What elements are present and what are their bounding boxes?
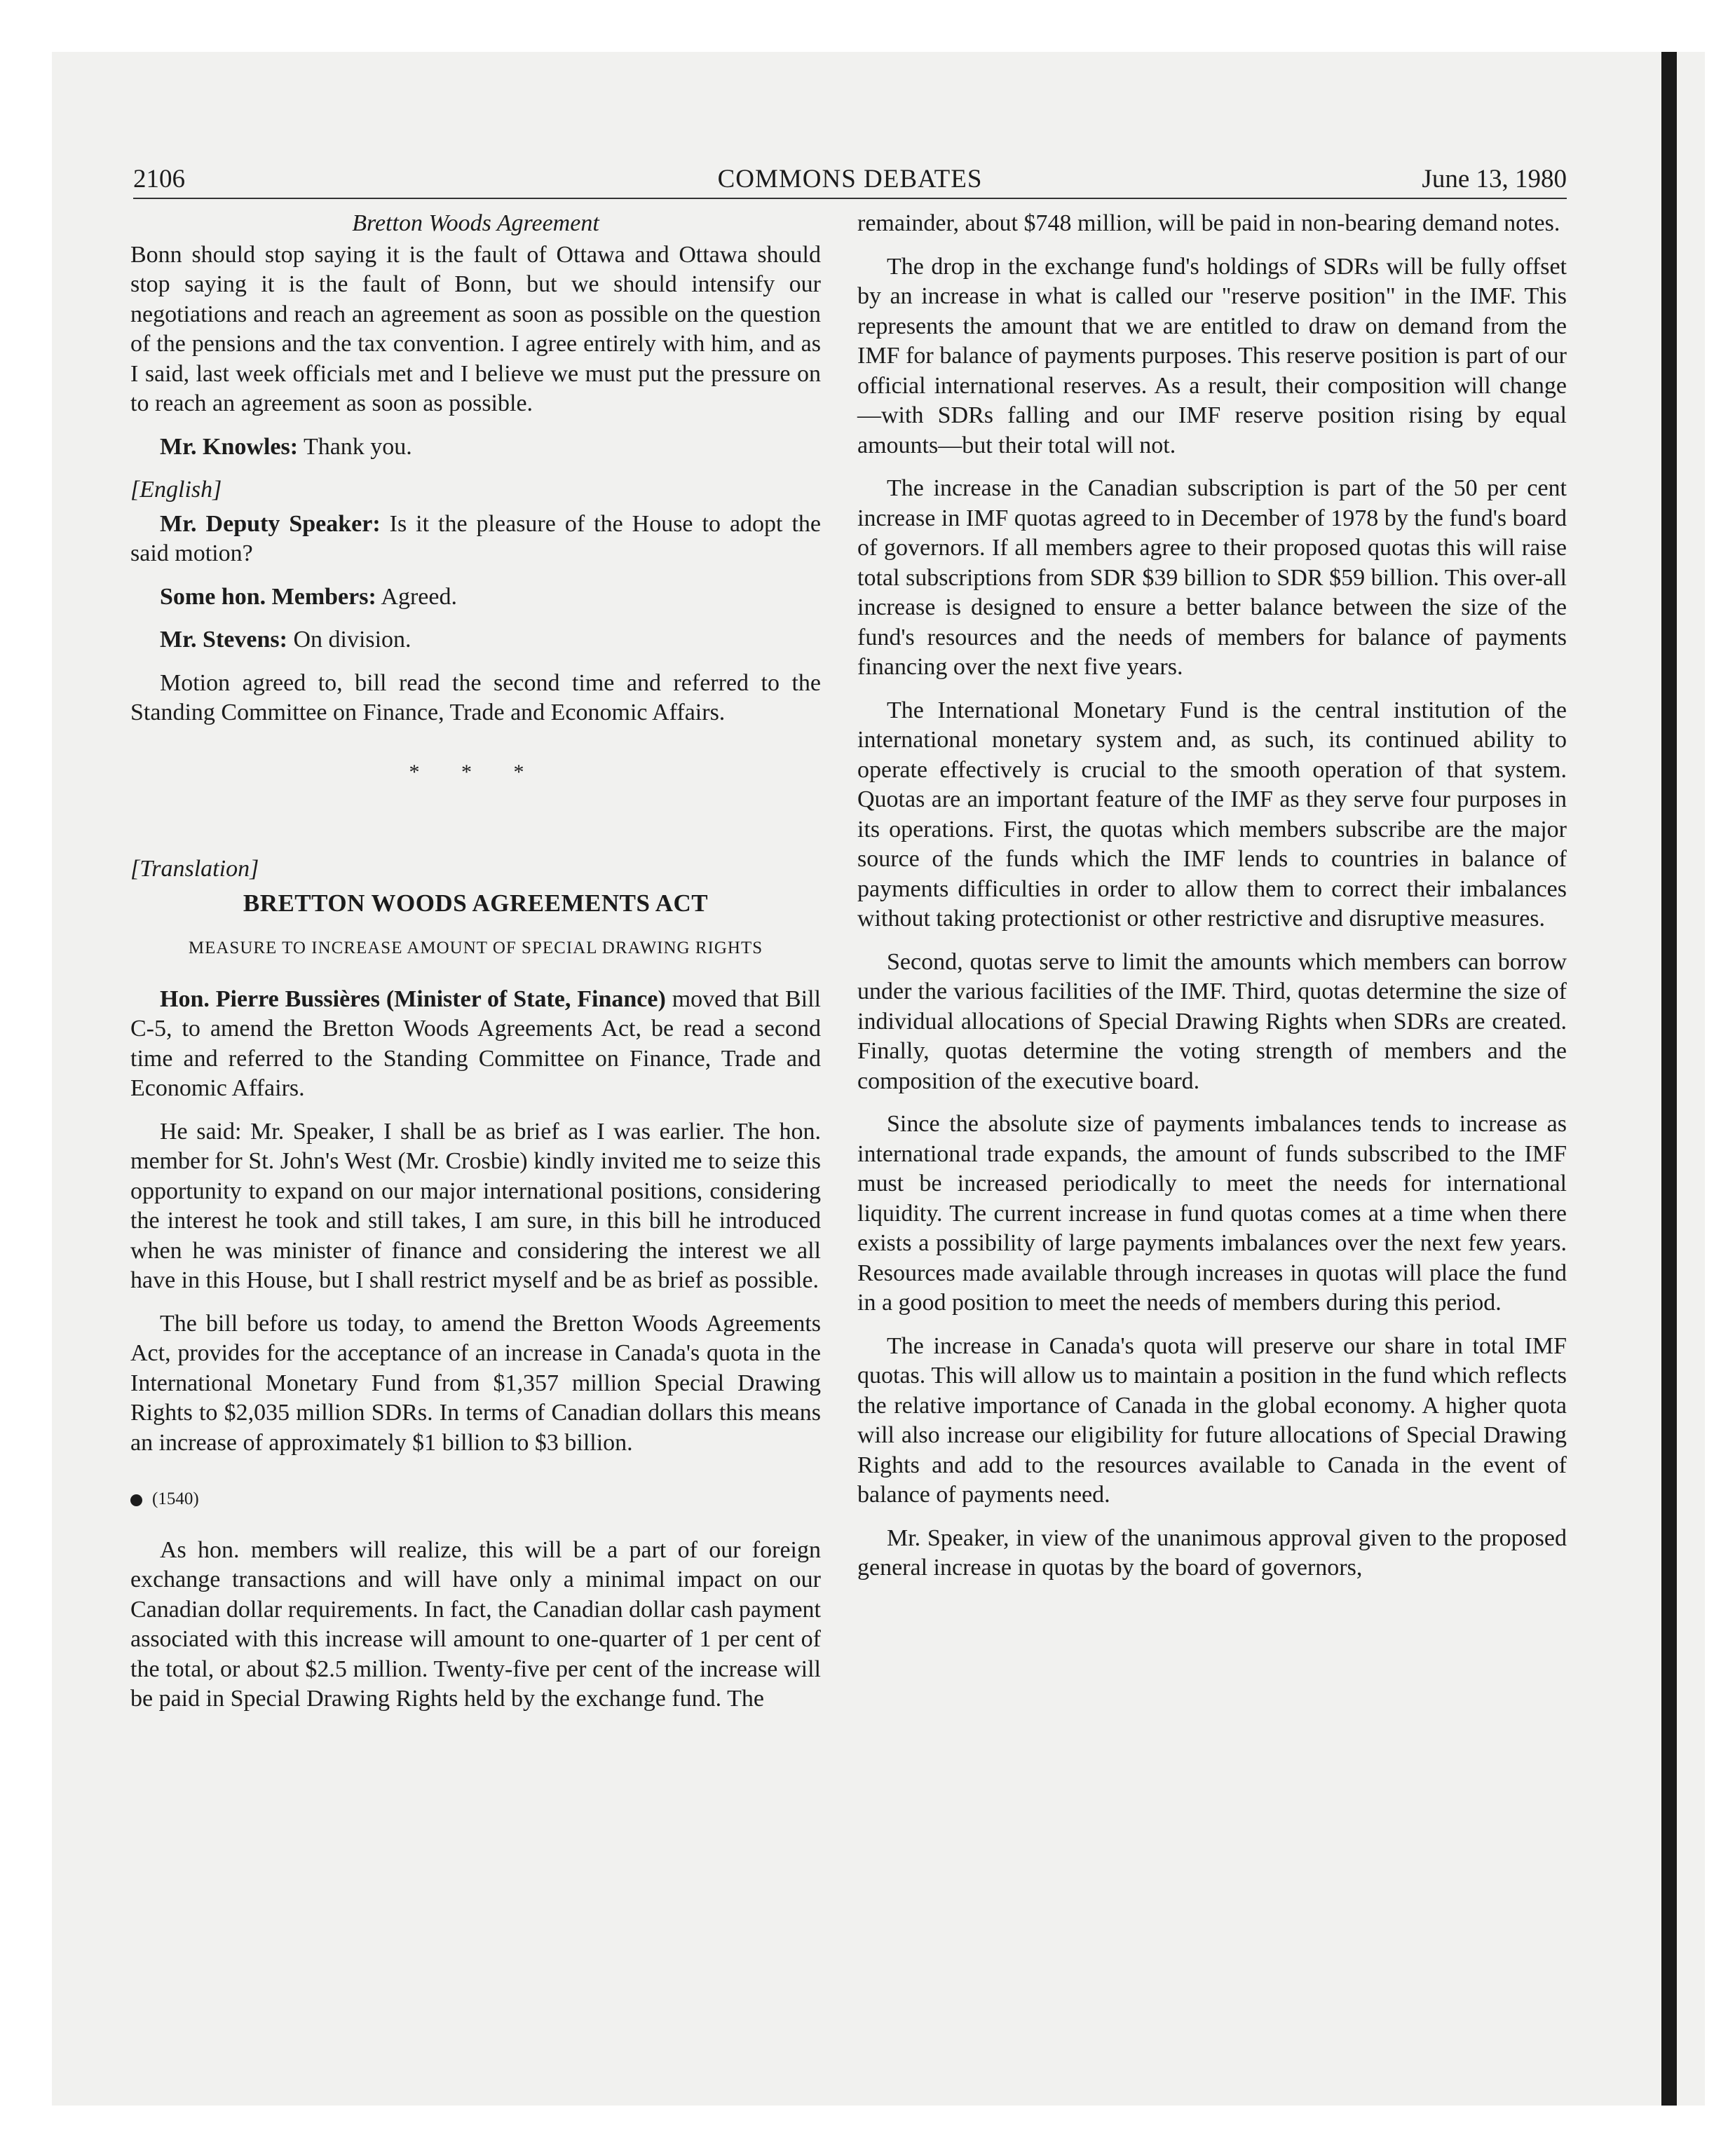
bullet-icon — [130, 1494, 142, 1506]
paragraph: Bonn should stop saying it is the fault of Ottawa and Ottawa should stop saying it is the fault of Bonn, but we should intensify our negotiations and reach an agreement as soon as possible on the question of the pensions and the tax convention. I agree entirely with him, and as I said, last week officials met and I believe we must put the pressure on to reach an agreement as soon as possible. — [130, 241, 821, 416]
speaker-name: Some hon. Members: — [160, 583, 376, 610]
paragraph: The increase in Canada's quota will preserve our share in total IMF quotas. This will allow us to maintain a position in the fund which reflects the relative importance of Canada in the global economy. A higher quota will also increase our eligibility for future allocations of Special Drawing Rights and add to the resources available to Canada in the event of balance of payments need. — [857, 1332, 1567, 1508]
page-header — [133, 161, 1567, 199]
timestamp-text: (1540) — [152, 1489, 199, 1508]
paragraph: As hon. members will realize, this will be a part of our foreign exchange transactions and will have only a minimal impact on our Canadian dollar requirements. In fact, the Canadian dollar cash payment associated with this increase will amount to one-quarter of 1 per cent of the total, or about $2.5 million. Twenty-five per cent of the increase will be paid in Special Drawing Rights held by the exchange fund. The — [130, 1536, 821, 1712]
section-subtitle: MEASURE TO INCREASE AMOUNT OF SPECIAL DRAWING RIGHTS — [188, 939, 763, 957]
paragraph: Second, quotas serve to limit the amounts which members can borrow under the various facilities of the IMF. Third, quotas determine the size of individual allocations of Special Drawing Rights when SDRs are created. Finally, quotas determine the voting strength of members and the composition of the executive board. — [857, 948, 1567, 1094]
speech-members — [130, 582, 821, 613]
speech-text: Thank you. — [298, 433, 412, 460]
speech-stevens — [130, 625, 821, 655]
language-tag: [English] — [130, 477, 222, 503]
timestamp — [130, 1485, 821, 1515]
scan-edge-bar — [1661, 52, 1677, 2106]
speech-bussieres — [130, 985, 821, 1104]
left-column — [130, 209, 821, 1728]
speaker-name: Hon. Pierre Bussières (Minister of State, Finance) — [160, 985, 666, 1012]
page-number: 2106 — [133, 165, 185, 193]
language-tag: [Translation] — [130, 856, 259, 882]
speech-knowles — [130, 432, 821, 463]
speaker-name: Mr. Deputy Speaker: — [160, 510, 381, 537]
paragraph: The International Monetary Fund is the central institution of the international monetary system and, as such, its continued ability to operate effectively is crucial to the smooth operation of that system. Quotas are an important feature of the IMF as they serve four purposes in its operations. First, the quotas which members subscribe are the major source of the funds which the IMF lends to countries in balance of payments difficulties in order to allow them to correct their imbalances without taking protectionist or other restrictive and disruptive measures. — [857, 697, 1567, 932]
paragraph: Motion agreed to, bill read the second time and referred to the Standing Committee on Finance, Trade and Economic Affairs. — [130, 669, 821, 725]
paragraph: remainder, about $748 million, will be paid in non-bearing demand notes. — [857, 210, 1560, 236]
section-separator: * * * — [409, 760, 543, 784]
speech-text: moved that Bill C-5, to amend the Bretton Woods Agreements Act, be read a second time and referred to the Standing Committee on Finance, Trade and Economic Affairs. — [130, 985, 822, 1101]
publication-date: June 13, 1980 — [1422, 165, 1567, 193]
speech-deputy-speaker — [130, 510, 821, 569]
speaker-name: Mr. Knowles: — [160, 433, 299, 460]
speech-text: On division. — [287, 627, 411, 653]
publication-title: COMMONS DEBATES — [717, 165, 983, 193]
speech-text: Is it the pleasure of the House to adopt the said motion? — [130, 510, 821, 566]
section-title: BRETTON WOODS AGREEMENTS ACT — [243, 889, 709, 917]
paragraph: The drop in the exchange fund's holdings of SDRs will be fully offset by an increase in what is called our "reserve position" in the IMF. This represents the amount that we are entitled to draw on demand from the IMF for balance of payments purposes. This reserve position is part of our official international reserves. As a result, their composition will change—with SDRs falling and our IMF reserve position rising by equal amounts—but their total will not. — [857, 253, 1567, 458]
running-head: Bretton Woods Agreement — [352, 210, 599, 236]
paragraph: Since the absolute size of payments imbalances tends to increase as international trade expands, the amount of funds subscribed to the IMF must be increased periodically to meet the needs for international liquidity. The current increase in fund quotas comes at a time when there exists a possibility of large payments imbalances over the next few years. Resources made available through increases in quotas will place the fund in a good position to meet the needs of members during this period. — [857, 1111, 1567, 1316]
speaker-name: Mr. Stevens: — [160, 627, 287, 653]
paragraph: He said: Mr. Speaker, I shall be as brief as I was earlier. The hon. member for St. John's West (Mr. Crosbie) kindly invited me to seize this opportunity to expand on our major international positions, considering the interest he took and still takes, I am sure, in this bill he introduced when he was minister of finance and considering the interest we all have in this House, but I shall restrict myself and be as brief as possible. — [130, 1118, 821, 1293]
paragraph: The increase in the Canadian subscription is part of the 50 per cent increase in IMF quotas agreed to in December of 1978 by the fund's board of governors. If all members agree to their proposed quotas this will raise total subscriptions from SDR $39 billion to SDR $59 billion. This over-all increase is designed to ensure a better balance between the size of the fund's resources and the needs of members for balance of payments financing over the next five years. — [857, 475, 1567, 680]
paragraph: The bill before us today, to amend the Bretton Woods Agreements Act, provides for the acceptance of an increase in Canada's quota in the International Monetary Fund from $1,357 million Special Drawing Rights to $2,035 million SDRs. In terms of Canadian dollars this means an increase of approximately $1 billion to $3 billion. — [130, 1310, 821, 1456]
right-column — [857, 209, 1567, 1597]
speech-text: Agreed. — [376, 583, 457, 610]
paragraph: Mr. Speaker, in view of the unanimous approval given to the proposed general increase in quotas by the board of governors, — [857, 1524, 1567, 1581]
